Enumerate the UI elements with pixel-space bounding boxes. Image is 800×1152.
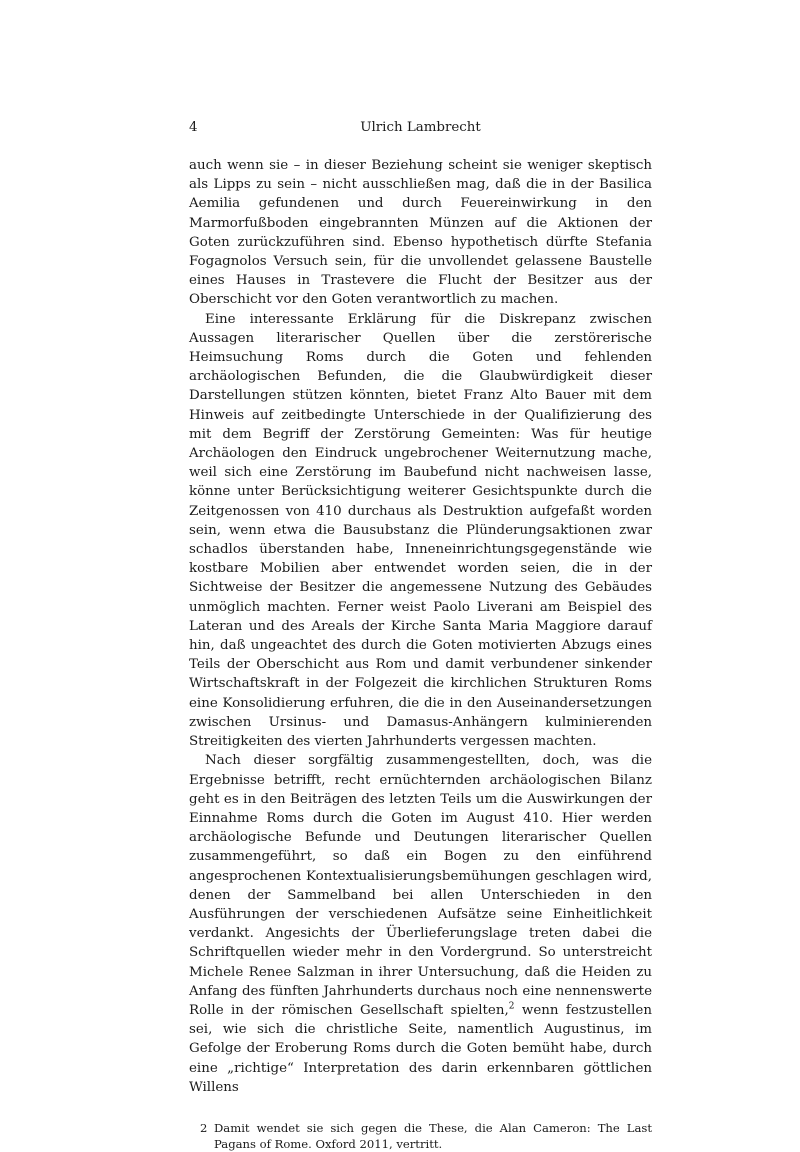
footnote-2 xyxy=(189,1120,652,1152)
paragraph-1: auch wenn sie – in dieser Beziehung scheint sie weniger skeptisch als Lipps zu sein – nicht ausschließen mag, daß die in der Basilica Aemilia gefundenen und durch Feuereinwirkung in den Marmorfußboden eingebrannten Münzen auf die Aktionen der Goten zurückzuführen sind. Ebenso hypothetisch dürfte Stefania Fogagnolos Versuch sein, für die unvollendet gelassene Baustelle eines Hauses in Trastevere die Flucht der Besitzer aus der Oberschicht vor den Goten verantwortlich zu machen. xyxy=(189,158,652,308)
footnotes xyxy=(189,1120,652,1152)
footnote-number: 2 xyxy=(200,1120,208,1135)
page-content xyxy=(189,117,652,1152)
footnote-text: Damit wendet sie sich gegen die These, die Alan Cameron: The Last Pagans of Rome. Oxford 2011, vertritt. xyxy=(214,1120,652,1151)
paragraph-2: Eine interessante Erklärung für die Diskrepanz zwischen Aussagen literarischer Quellen über die zerstörerische Heimsuchung Roms durch die Goten und fehlenden archäologischen Befunden, die die Glaubwürdigkeit dieser Darstellungen stützen könnten, bietet Franz Alto Bauer mit dem Hinweis auf zeitbedingte Unterschiede in der Qualifizierung des mit dem Begriff der Zerstörung Gemeinten: Was für heutige Archäologen den Eindruck ungebrochener Weiternutzung mache, weil sich eine Zerstörung im Baubefund nicht nachweisen lasse, könne unter Berücksichtigung weiterer Gesichtspunkte durch die Zeitgenossen von 410 durchaus als Destruktion aufgefaßt worden sein, wenn etwa die Bausubstanz die Plünderungsaktionen zwar schadlos überstanden habe, Inneneinrichtungsgegenstände wie kostbare Mobilien aber entwendet worden seien, die in der Sichtweise der Besitzer die angemessene Nutzung des Gebäudes unmöglich machten. Ferner weist Paolo Liverani am Beispiel des Lateran und des Areals der Kirche Santa Maria Maggiore darauf hin, daß ungeachtet des durch die Goten motivierten Abzugs eines Teils der Oberschicht aus Rom und damit verbundener sinkender Wirtschaftskraft in der Folgezeit die kirchlichen Strukturen Roms eine Konsolidierung erfuhren, die die in den Auseinandersetzungen zwischen Ursinus- und Damasus-Anhängern kulminierenden Streitigkeiten des vierten Jahrhunderts vergessen machten. xyxy=(189,311,652,750)
paragraph-3-text-after: wenn festzustellen sei, wie sich die christliche Seite, namentlich Augustinus, im Gefolge der Eroberung Roms durch die Goten bemüht habe, durch eine „richtige“ Interpretation des darin erkennbaren göttlichen Willens xyxy=(189,1002,652,1095)
running-head-author: Ulrich Lambrecht xyxy=(360,120,481,135)
body-text xyxy=(189,156,652,1097)
paragraph-3 xyxy=(189,751,652,1097)
page-number: 4 xyxy=(189,120,198,135)
footnote-reference-2[interactable]: 2 xyxy=(508,1001,515,1012)
running-head xyxy=(189,117,652,139)
paragraph-3-text-before: Nach dieser sorgfältig zusammengestellten, doch, was die Ergebnisse betrifft, recht ernüchternden archäologischen Bilanz geht es in den Beiträgen des letzten Teils um die Auswirkungen der Einnahme Roms durch die Goten im August 410. Hier werden archäologische Befunde und Deutungen literarischer Quellen zusammengeführt, so daß ein Bogen zu den einführend angesprochenen Kontextualisierungsbemühungen geschlagen wird, denen der Sammelband bei allen Unterschieden in den Ausführungen der verschiedenen Aufsätze seine Einheitlichkeit verdankt. Angesichts der Überlieferungslage treten dabei die Schriftquellen wieder mehr in den Vordergrund. So unterstreicht Michele Renee Salzman in ihrer Untersuchung, daß die Heiden zu Anfang des fünften Jahrhunderts durchaus noch eine nennenswerte Rolle in der römischen Gesellschaft spielten, xyxy=(189,753,652,1018)
